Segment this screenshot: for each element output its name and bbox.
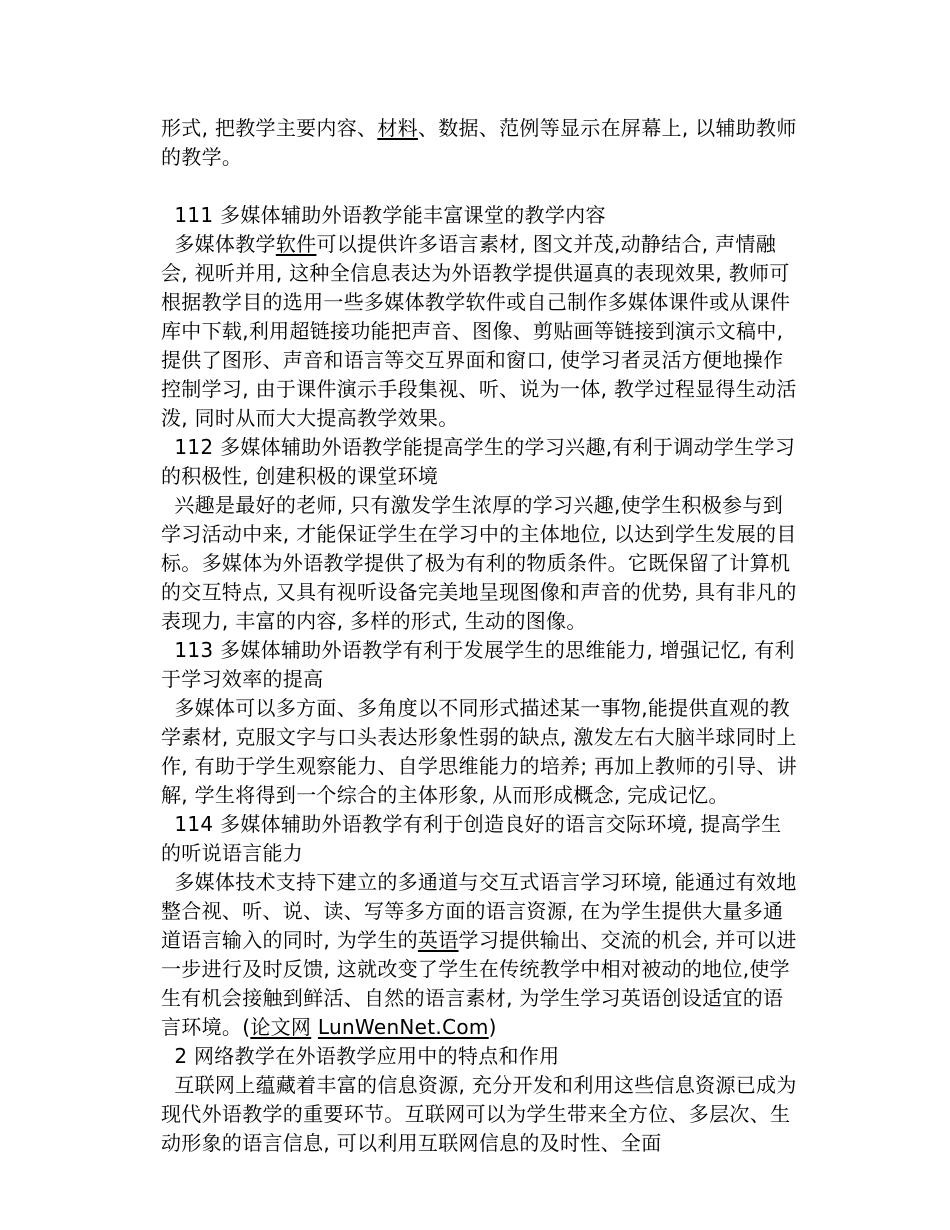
heading-114: 114 多媒体辅助外语教学有利于创造良好的语言交际环境, 提高学生的听说语言能力 bbox=[161, 812, 782, 865]
link-lunwennet[interactable]: LunWenNet.Com bbox=[317, 1015, 489, 1039]
document-body bbox=[161, 114, 801, 1158]
link-english[interactable]: 英语 bbox=[417, 928, 459, 952]
heading-113: 113 多媒体辅助外语教学有利于发展学生的思维能力, 增强记忆, 有利于学习效率的提高 bbox=[161, 638, 795, 691]
text-run: 多媒体技术支持下建立的多通道与交互式语言学习环境, 能通过有效地整合视、听、说、读、写等多方面的语言资源, 在为学生提供大量多通道语言输入的同时, 为学生的 bbox=[161, 870, 797, 952]
paragraph-112: 兴趣是最好的老师, 只有激发学生浓厚的学习兴趣,使学生积极参与到学习活动中来, 才能保证学生在学习中的主体地位, 以达到学生发展的目标。多媒体为外语教学提供了极为有利的物质条件。它既保留了计算机的交互特点, 又具有视听设备完美地呈现图像和声音的优势, 具有非凡的表现力, 丰富的内容, 多样的形式, 生动的图像。 bbox=[161, 493, 797, 633]
paragraph-2: 互联网上蕴藏着丰富的信息资源, 充分开发和利用这些信息资源已成为现代外语教学的重要环节。互联网可以为学生带来全方位、多层次、生动形象的语言信息, 可以利用互联网信息的及时性、全面 bbox=[161, 1073, 797, 1155]
text-run: 多媒体教学 bbox=[161, 232, 276, 256]
text-run: ) bbox=[488, 1015, 497, 1039]
text-run: 形式, 把教学主要内容、 bbox=[161, 116, 378, 140]
text-run: 可以提供许多语言素材, 图文并茂,动静结合, 声情融会, 视听并用, 这种全信息表达为外语教学提供逼真的表现效果, 教师可根据教学目的选用一些多媒体教学软件或自己制作多媒体课件或从课件库中下载,利用超链接功能把声音、图像、剪贴画等链接到演示文稿中, 提供了图形、声音和语言等交互界面和窗口, 使学习者灵活方便地操作控制学习, 由于课件演示手段集视、听、说为一体, 教学过程显得生动活泼, 同时从而大大提高教学效果。 bbox=[161, 232, 797, 430]
text-run bbox=[311, 1015, 318, 1039]
link-materials[interactable]: 材料 bbox=[377, 116, 418, 140]
link-software[interactable]: 软件 bbox=[275, 232, 317, 256]
heading-2: 2 网络教学在外语教学应用中的特点和作用 bbox=[161, 1044, 560, 1068]
heading-111: 111 多媒体辅助外语教学能丰富课堂的教学内容 bbox=[161, 203, 606, 227]
text-run: 学习提供输出、交流的机会, 并可以进一步进行及时反馈, 这就改变了学生在传统教学中相对被动的地位,使学生有机会接触到鲜活、自然的语言素材, 为学生学习英语创设适宜的语言环境。( bbox=[161, 928, 797, 1039]
paragraph-gap bbox=[161, 172, 801, 201]
paragraph-intro bbox=[161, 114, 801, 172]
link-lunwenwang[interactable]: 论文网 bbox=[250, 1015, 312, 1039]
text-run: 、数据、范例等显示在屏幕上, 以辅助教师的教学。 bbox=[161, 116, 797, 169]
paragraph-114 bbox=[161, 868, 801, 1042]
paragraph-111 bbox=[161, 230, 801, 433]
heading-112: 112 多媒体辅助外语教学能提高学生的学习兴趣,有利于调动学生学习的积极性, 创建积极的课堂环境 bbox=[161, 435, 796, 488]
paragraph-113: 多媒体可以多方面、多角度以不同形式描述某一事物,能提供直观的教学素材, 克服文字与口头表达形象性弱的缺点, 激发左右大脑半球同时上作, 有助于学生观察能力、自学思维能力的培养; 再加上教师的引导、讲解, 学生将得到一个综合的主体形象, 从而形成概念, 完成记忆。 bbox=[161, 696, 798, 807]
